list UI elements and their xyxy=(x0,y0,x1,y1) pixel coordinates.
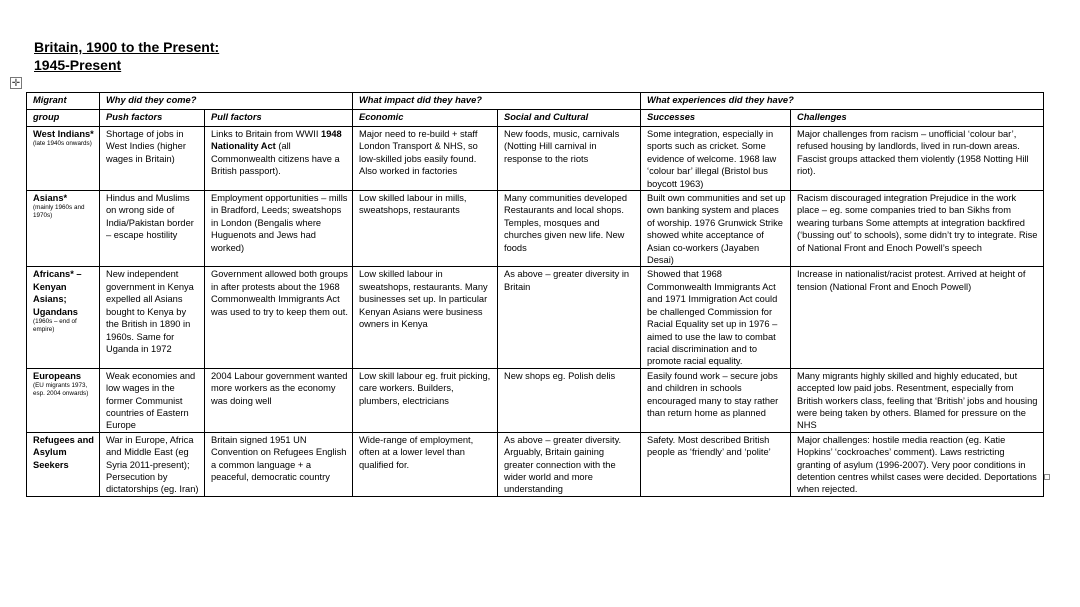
header-row-2 xyxy=(27,110,1044,127)
successes-cell: Safety. Most described British people as ‘friendly’ and ‘polite’ xyxy=(641,432,791,496)
table-resize-handle[interactable] xyxy=(1044,474,1050,480)
group-note: (late 1940s onwards) xyxy=(33,140,92,148)
header-economic: Economic xyxy=(353,110,498,127)
header-migrant-group-2: group xyxy=(27,110,100,127)
migrant-group-cell xyxy=(27,432,100,496)
group-name: Refugees and Asylum Seekers xyxy=(33,434,94,470)
economic-cell: Low skilled labour in sweatshops, restaurants. Many businesses set up. In particular Kenyan Asians were business owners in Kenya xyxy=(353,267,498,368)
group-name: Europeans xyxy=(33,370,82,381)
economic-cell: Wide-range of employment, often at a lower level than qualified for. xyxy=(353,432,498,496)
header-row-1 xyxy=(27,93,1044,110)
challenges-cell: Many migrants highly skilled and highly educated, but accepted low paid jobs. Resentment, especially from British workers class, feeling that ‘British’ jobs and housing were being taken by others. Blamed for pressure on the NHS xyxy=(791,368,1044,432)
group-name: Africans* – Kenyan Asians; Ugandans xyxy=(33,269,82,317)
push-cell: Weak economies and low wages in the former Communist countries of Eastern Europe xyxy=(100,368,205,432)
challenges-cell: Racism discouraged integration Prejudice in the work place – eg. some companies tried to ban Sikhs from wearing turbans Some attempts at integration backfired (‘bussing out’ to schools), some didn’t try to integrate. Rise of National Front and Enoch Powell’s speech xyxy=(791,191,1044,267)
pull-cell: Employment opportunities – mills in Bradford, Leeds; sweatshops in London (Bengalis where Huguenots and Jews had worked) xyxy=(205,191,353,267)
migrant-group-cell xyxy=(27,127,100,191)
table-row xyxy=(27,191,1044,267)
economic-cell: Major need to re-build + staff London Transport & NHS, so low-skilled jobs easily found. Also worked in factories xyxy=(353,127,498,191)
social-cell: New foods, music, carnivals (Notting Hill carnival in response to the riots xyxy=(498,127,641,191)
migrant-group-cell xyxy=(27,191,100,267)
pull-cell xyxy=(205,127,353,191)
social-cell: As above – greater diversity. Arguably, Britain gaining greater connection with the wider world and more understanding xyxy=(498,432,641,496)
title-line-2: 1945-Present xyxy=(34,57,122,73)
successes-cell: Built own communities and set up own banking system and places of worship. 1976 Grunwick Strike showed white acceptance of Asian co-workers (Jayaben Desai) xyxy=(641,191,791,267)
pull-text-a: Links to Britain from WWII xyxy=(211,129,319,139)
challenges-cell: Major challenges: hostile media reaction (eg. Katie Hopkins’ ‘cockroaches’ comment). Laws restricting granting of asylum (1996-2007). Very poor conditions in detention centres whilst cases were decided. Deportations when rejected. xyxy=(791,432,1044,496)
push-cell: New independent government in Kenya expelled all Asians bought to Kenya by the British in 1890 in 1960s. Same for Uganda in 1972 xyxy=(100,267,205,368)
title-line-1: Britain, 1900 to the Present: xyxy=(34,39,220,55)
group-note: (mainly 1960s and 1970s) xyxy=(33,204,85,219)
table-move-handle-icon[interactable]: ✛ xyxy=(11,78,21,89)
pull-text-b: (all Commonwealth citizens have a British passport). xyxy=(211,141,340,177)
header-impact: What impact did they have? xyxy=(353,93,641,110)
migrant-group-cell xyxy=(27,368,100,432)
successes-cell: Some integration, especially in sports such as cricket. Some evidence of welcome. 1968 law ‘colour bar’ illegal (Bristol bus boycott 1963) xyxy=(641,127,791,191)
social-cell: New shops eg. Polish delis xyxy=(498,368,641,432)
header-migrant-group-1: Migrant xyxy=(27,93,100,110)
economic-cell: Low skill labour eg. fruit picking, care workers. Builders, plumbers, electricians xyxy=(353,368,498,432)
challenges-cell: Increase in nationalist/racist protest. Arrived at height of tension (National Front and Enoch Powell) xyxy=(791,267,1044,368)
push-cell: War in Europe, Africa and Middle East (eg Syria 2011-present); Persecution by dictatorships (eg. Iran) xyxy=(100,432,205,496)
header-pull: Pull factors xyxy=(205,110,353,127)
push-cell: Shortage of jobs in West Indies (higher wages in Britain) xyxy=(100,127,205,191)
challenges-cell: Major challenges from racism – unofficial ‘colour bar’, refused housing by landlords, lived in run-down areas. Fascist groups attacked them violently (1958 Notting Hill riot). xyxy=(791,127,1044,191)
header-experiences: What experiences did they have? xyxy=(641,93,1044,110)
economic-cell: Low skilled labour in mills, sweatshops, restaurants xyxy=(353,191,498,267)
pull-cell: Government allowed both groups in after protests about the 1968 Commonwealth Immigrants Act was used to try to keep them out. xyxy=(205,267,353,368)
social-cell: As above – greater diversity in Britain xyxy=(498,267,641,368)
successes-cell: Easily found work – secure jobs and children in schools encouraged many to stay rather than return home as planned xyxy=(641,368,791,432)
social-cell: Many communities developed Restaurants and local shops. Temples, mosques and churches given new life. New foods xyxy=(498,191,641,267)
group-name: West Indians* xyxy=(33,129,94,139)
group-note: (1960s – end of empire) xyxy=(33,318,77,333)
migration-table xyxy=(26,92,1044,497)
header-push: Push factors xyxy=(100,110,205,127)
table-row xyxy=(27,267,1044,368)
table-row xyxy=(27,127,1044,191)
header-why: Why did they come? xyxy=(100,93,353,110)
push-cell: Hindus and Muslims on wrong side of India/Pakistan border – escape hostility xyxy=(100,191,205,267)
pull-text-bold: 1948 Nationality Act xyxy=(211,129,342,152)
header-challenges: Challenges xyxy=(791,110,1044,127)
migrant-group-cell xyxy=(27,267,100,368)
header-successes: Successes xyxy=(641,110,791,127)
table-row xyxy=(27,432,1044,496)
header-social: Social and Cultural xyxy=(498,110,641,127)
pull-cell: Britain signed 1951 UN Convention on Refugees English a common language + a peaceful, democratic country xyxy=(205,432,353,496)
group-note: (EU migrants 1973, esp. 2004 onwards) xyxy=(33,382,89,397)
table-row xyxy=(27,368,1044,432)
document-title xyxy=(34,38,219,74)
group-name: Asians* xyxy=(33,193,68,204)
pull-cell: 2004 Labour government wanted more workers as the economy was doing well xyxy=(205,368,353,432)
successes-cell: Showed that 1968 Commonwealth Immigrants Act and 1971 Immigration Act could be challenged Commission for Racial Equality set up in 1976 – aimed to use the law to combat racial discrimination and to promote racial equality. xyxy=(641,267,791,368)
